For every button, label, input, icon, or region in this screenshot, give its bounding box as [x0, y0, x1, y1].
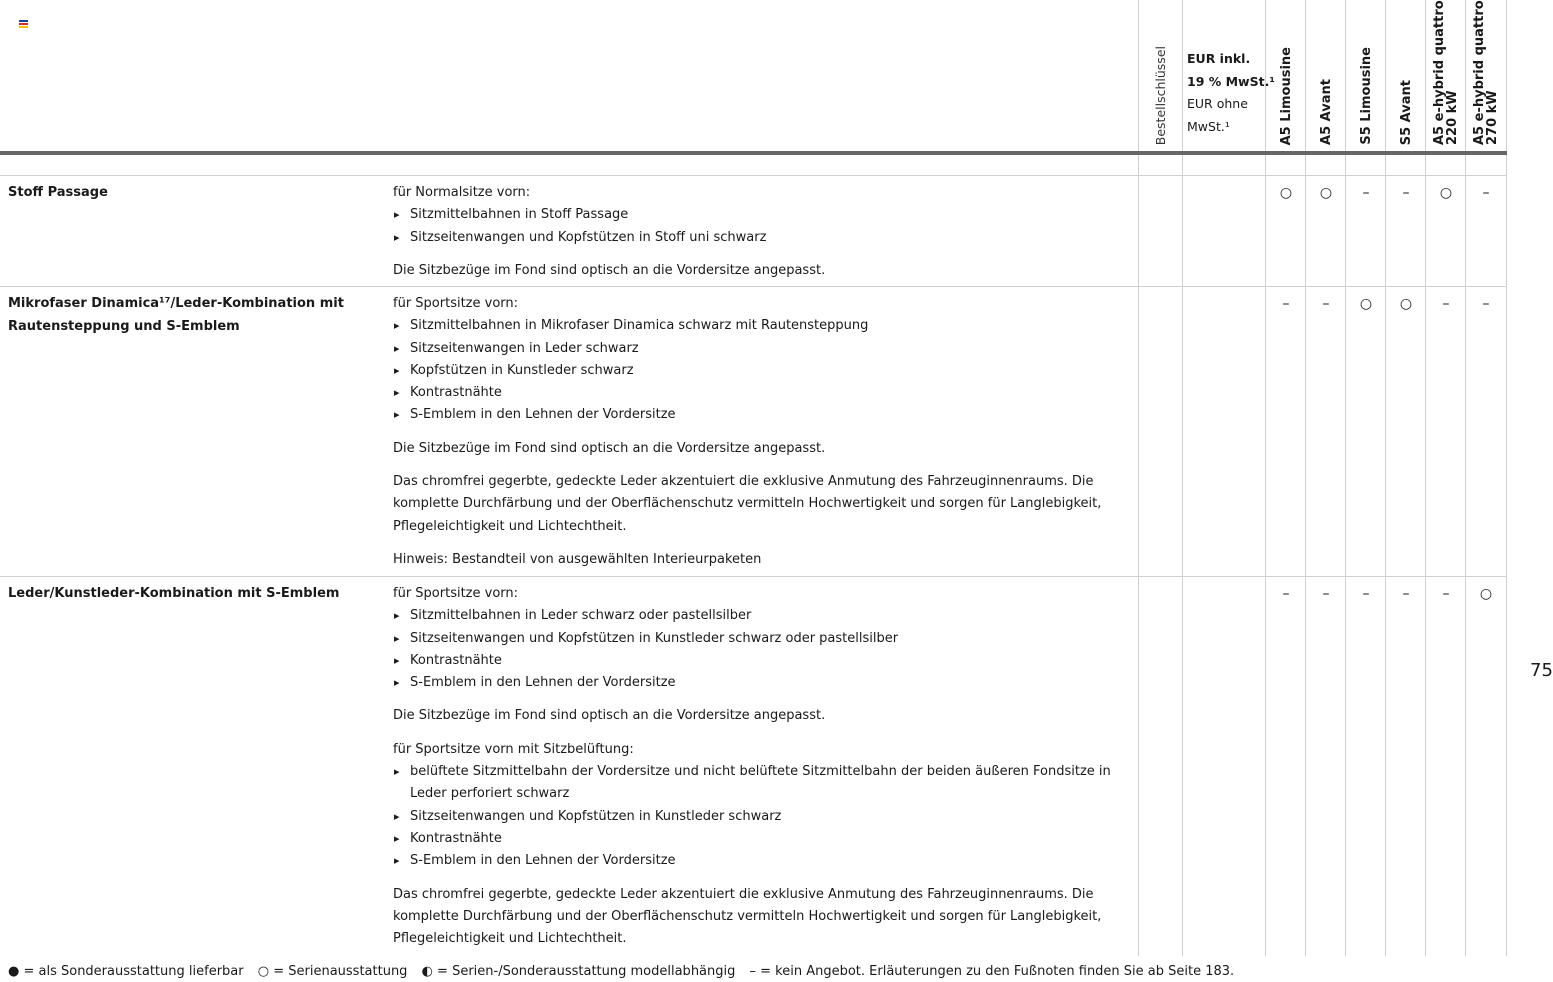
model-header-s5-limousine: S5 Limousine	[1359, 47, 1374, 145]
row-divider	[0, 175, 1507, 176]
list-item: ▸ Sitzseitenwangen und Kopfstützen in Kunstleder schwarz	[393, 806, 1128, 828]
availability-mark: ○	[1279, 185, 1293, 201]
column-divider	[1265, 0, 1266, 956]
row-divider	[0, 576, 1507, 577]
availability-mark: –	[1442, 586, 1450, 602]
list-item: ▸ Sitzseitenwangen und Kopfstützen in Stoff uni schwarz	[393, 227, 1128, 249]
list-item: ▸ Kontrastnähte	[393, 650, 1128, 672]
price-header: EUR inkl. 19 % MwSt.¹ EUR ohne MwSt.¹	[1187, 51, 1275, 134]
availability-mark: –	[1362, 185, 1370, 201]
column-divider	[1305, 0, 1306, 956]
availability-mark: ○	[1359, 296, 1373, 312]
availability-mark: –	[1402, 185, 1410, 201]
availability-mark: ○	[1319, 185, 1333, 201]
column-divider	[1465, 0, 1466, 956]
availability-mark: –	[1282, 586, 1290, 602]
availability-mark: ○	[1439, 185, 1453, 201]
model-header-s5-avant: S5 Avant	[1399, 79, 1414, 145]
model-header-a5-ehybrid-270: A5 e-hybrid quattro 270 kW	[1472, 0, 1500, 145]
model-header-a5-limousine: A5 Limousine	[1279, 46, 1294, 145]
availability-mark: ○	[1399, 296, 1413, 312]
row-title-leder-kunstleder: Leder/Kunstleder-Kombination mit S-Emblem	[8, 586, 340, 601]
row-title-stoff-passage: Stoff Passage	[8, 185, 108, 200]
column-divider	[1425, 0, 1426, 956]
availability-mark: –	[1282, 296, 1290, 312]
list-item: ▸ belüftete Sitzmittelbahn der Vordersitze und nicht belüftete Sitzmittelbahn der beiden äußeren Fondsitze in Leder perforiert schwarz	[393, 761, 1128, 806]
row-divider	[0, 286, 1507, 287]
availability-mark: –	[1402, 586, 1410, 602]
list-item: ▸ Kontrastnähte	[393, 382, 1128, 404]
list-item: ▸ S-Emblem in den Lehnen der Vordersitze	[393, 404, 1128, 426]
availability-mark: –	[1322, 296, 1330, 312]
availability-mark: –	[1482, 296, 1490, 312]
legend-item: ● = als Sonderausstattung lieferbar	[8, 964, 244, 979]
column-divider	[1182, 0, 1183, 956]
list-item: ▸ Kopfstützen in Kunstleder schwarz	[393, 360, 1128, 382]
column-divider	[1138, 0, 1139, 956]
row-description: für Sportsitze vorn: ▸ Sitzmittelbahnen in Leder schwarz oder pastellsilber ▸ Sitzseitenwangen und Kopfstützen in Kunstleder schwarz oder pastellsilber ▸ Kontrastnähte ▸ S-Emblem in den Lehnen der Vordersitze Die Sitzbezüge im Fond sind optisch an die Vordersitze angepasst. für Sportsitze vorn mit Sitzbelüftung: ▸ belüftete Sitzmittelbahn der Vordersitze und nicht belüftete Sitzmittelbahn der beiden äußeren Fondsitze in Leder perforiert schwarz ▸ Sitzseitenwangen und Kopfstützen in Kunstleder schwarz ▸ Kontrastnähte ▸ S-Emblem in den Lehnen der Vordersitze Das chromfrei gegerbte, gedeckte Leder akzentuiert die exklusive Anmutung des Fahrzeuginnenraums. Die komplette Durchfärbung und der Oberflächenschutz vermitteln Hochwertigkeit und sorgen für Langlebigkeit, Pflegeleichtigkeit und Lichtechtheit.	[393, 583, 1128, 950]
availability-mark: –	[1442, 296, 1450, 312]
row-description: für Normalsitze vorn: ▸ Sitzmittelbahnen in Stoff Passage ▸ Sitzseitenwangen und Kopfstützen in Stoff uni schwarz Die Sitzbezüge im Fond sind optisch an die Vordersitze angepasst.	[393, 182, 1128, 282]
page-number: 75	[1530, 660, 1553, 681]
list-item: ▸ S-Emblem in den Lehnen der Vordersitze	[393, 672, 1128, 694]
column-divider	[1385, 0, 1386, 956]
list-item: ▸ S-Emblem in den Lehnen der Vordersitze	[393, 850, 1128, 872]
list-item: ▸ Sitzmittelbahnen in Leder schwarz oder pastellsilber	[393, 605, 1128, 627]
list-item: ▸ Sitzseitenwangen und Kopfstützen in Kunstleder schwarz oder pastellsilber	[393, 628, 1128, 650]
availability-mark: –	[1482, 185, 1490, 201]
row-description: für Sportsitze vorn: ▸ Sitzmittelbahnen in Mikrofaser Dinamica schwarz mit Rautensteppung ▸ Sitzseitenwangen in Leder schwarz ▸ Kopfstützen in Kunstleder schwarz ▸ Kontrastnähte ▸ S-Emblem in den Lehnen der Vordersitze Die Sitzbezüge im Fond sind optisch an die Vordersitze angepasst. Das chromfrei gegerbte, gedeckte Leder akzentuiert die exklusive Anmutung des Fahrzeuginnenraums. Die komplette Durchfärbung und der Oberflächenschutz vermitteln Hochwertigkeit und sorgen für Langlebigkeit, Pflegeleichtigkeit und Lichtechtheit. Hinweis: Bestandteil von ausgewählten Interieurpaketen	[393, 293, 1128, 571]
column-divider	[1345, 0, 1346, 956]
list-item: ▸ Sitzmittelbahnen in Stoff Passage	[393, 204, 1128, 226]
flag-icon	[19, 20, 28, 27]
legend	[8, 964, 1244, 979]
header-rule	[0, 151, 1507, 155]
model-header-a5-ehybrid-220: A5 e-hybrid quattro 220 kW	[1432, 0, 1460, 145]
list-item: ▸ Sitzmittelbahnen in Mikrofaser Dinamica schwarz mit Rautensteppung	[393, 315, 1128, 337]
availability-mark: –	[1322, 586, 1330, 602]
order-key-header: Bestellschlüssel	[1153, 45, 1168, 145]
availability-mark: ○	[1479, 586, 1493, 602]
availability-mark: –	[1362, 586, 1370, 602]
legend-item: ○ = Serienausstattung	[257, 964, 408, 979]
model-header-a5-avant: A5 Avant	[1319, 79, 1334, 145]
column-divider	[1506, 0, 1507, 956]
list-item: ▸ Kontrastnähte	[393, 828, 1128, 850]
list-item: ▸ Sitzseitenwangen in Leder schwarz	[393, 338, 1128, 360]
row-title-mikrofaser: Mikrofaser Dinamica¹⁷/Leder-Kombination mit Rautensteppung und S-Emblem	[8, 296, 344, 334]
legend-item: – = kein Angebot. Erläuterungen zu den Fußnoten finden Sie ab Seite 183.	[749, 964, 1235, 979]
legend-item: ◐ = Serien-/Sonderausstattung modellabhängig	[421, 964, 736, 979]
